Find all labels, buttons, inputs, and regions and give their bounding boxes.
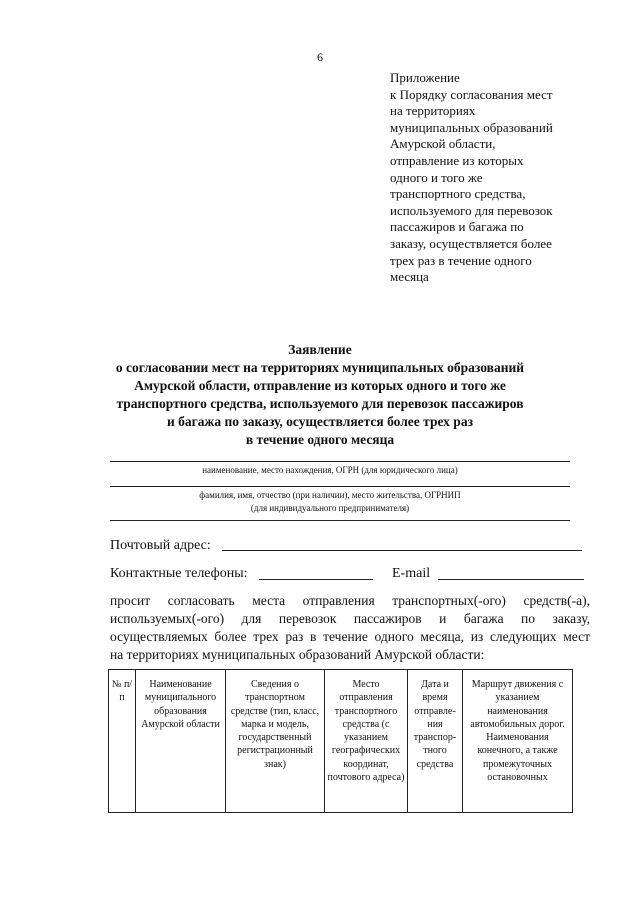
paragraph-line: используемых(-ого) для перевозок пассажиров и багажа по заказу,: [110, 611, 590, 626]
routes-table: [108, 669, 573, 813]
individual-caption-2: (для индивидуального предпринимателя): [250, 503, 410, 513]
header-departure-time: Дата и время отправле-ния транспор-тного средства: [408, 670, 463, 813]
appendix-line: заказу, осуществляется более: [390, 235, 552, 251]
appendix-block: [390, 70, 610, 286]
appendix-line: используемого для перевозок: [390, 202, 553, 218]
appendix-line: Приложение: [390, 70, 460, 85]
paragraph-line: осуществляемых более трех раз в течение одного месяца, из следующих мест: [110, 629, 590, 644]
title-line: в течение одного месяца: [245, 432, 395, 447]
postal-address-field[interactable]: [222, 550, 582, 551]
request-paragraph: [110, 592, 590, 664]
postal-address-label: Почтовый адрес:: [110, 538, 211, 553]
header-number: № п/п: [109, 670, 136, 813]
appendix-line: к Порядку согласования мест: [390, 86, 553, 102]
appendix-line: на территориях: [390, 103, 476, 119]
header-departure-place: Место отправления транспортного средства (с указанием географических координат, почтового адреса): [325, 670, 408, 813]
appendix-line: Амурской области,: [390, 136, 496, 152]
title-line: и багажа по заказу, осуществляется более трех раз: [167, 414, 473, 429]
individual-line[interactable]: [110, 486, 570, 487]
phones-field[interactable]: [259, 579, 373, 580]
appendix-line: муниципальных образований: [390, 119, 553, 135]
appendix-line: месяца: [390, 269, 429, 285]
paragraph-line: просит согласовать места отправления транспортных(-ого) средств(-а),: [110, 593, 590, 608]
appendix-line: отправление из которых: [390, 152, 524, 168]
title-line: транспортного средства, используемого для перевозок пассажиров: [116, 396, 524, 411]
table-header-row: [109, 670, 573, 813]
title-line: о согласовании мест на территориях муниципальных образований: [115, 360, 525, 375]
header-municipality: Наименование муниципального образования Амурской области: [136, 670, 226, 813]
legal-entity-line[interactable]: [110, 461, 570, 462]
header-vehicle-info: Сведения о транспортном средстве (тип, класс, марка и модель, государственный регистрационный знак): [226, 670, 325, 813]
individual-caption-1: фамилия, имя, отчество (при наличии), место жительства, ОГРНИП: [199, 490, 461, 500]
appendix-line: одного и того же: [390, 169, 483, 185]
document-title: [0, 341, 640, 449]
email-label: E-mail: [392, 566, 431, 581]
applicant-extra-line[interactable]: [110, 520, 570, 521]
appendix-line: транспортного средства,: [390, 186, 526, 202]
page-number: 6: [317, 50, 323, 64]
email-field[interactable]: [438, 579, 584, 580]
phones-label: Контактные телефоны:: [110, 566, 248, 581]
legal-entity-caption: наименование, место нахождения, ОГРН (для юридического лица): [202, 465, 458, 475]
header-route: Маршрут движения с указанием наименования автомобильных дорог. Наименования конечного, а также промежуточных остановочных: [463, 670, 573, 813]
appendix-line: трех раз в течение одного: [390, 252, 532, 268]
title-line: Амурской области, отправление из которых одного и того же: [134, 378, 506, 393]
title-line: Заявление: [288, 342, 352, 357]
appendix-line: пассажиров и багажа по: [390, 219, 524, 235]
paragraph-line: на территориях муниципальных образований Амурской области:: [110, 647, 485, 662]
